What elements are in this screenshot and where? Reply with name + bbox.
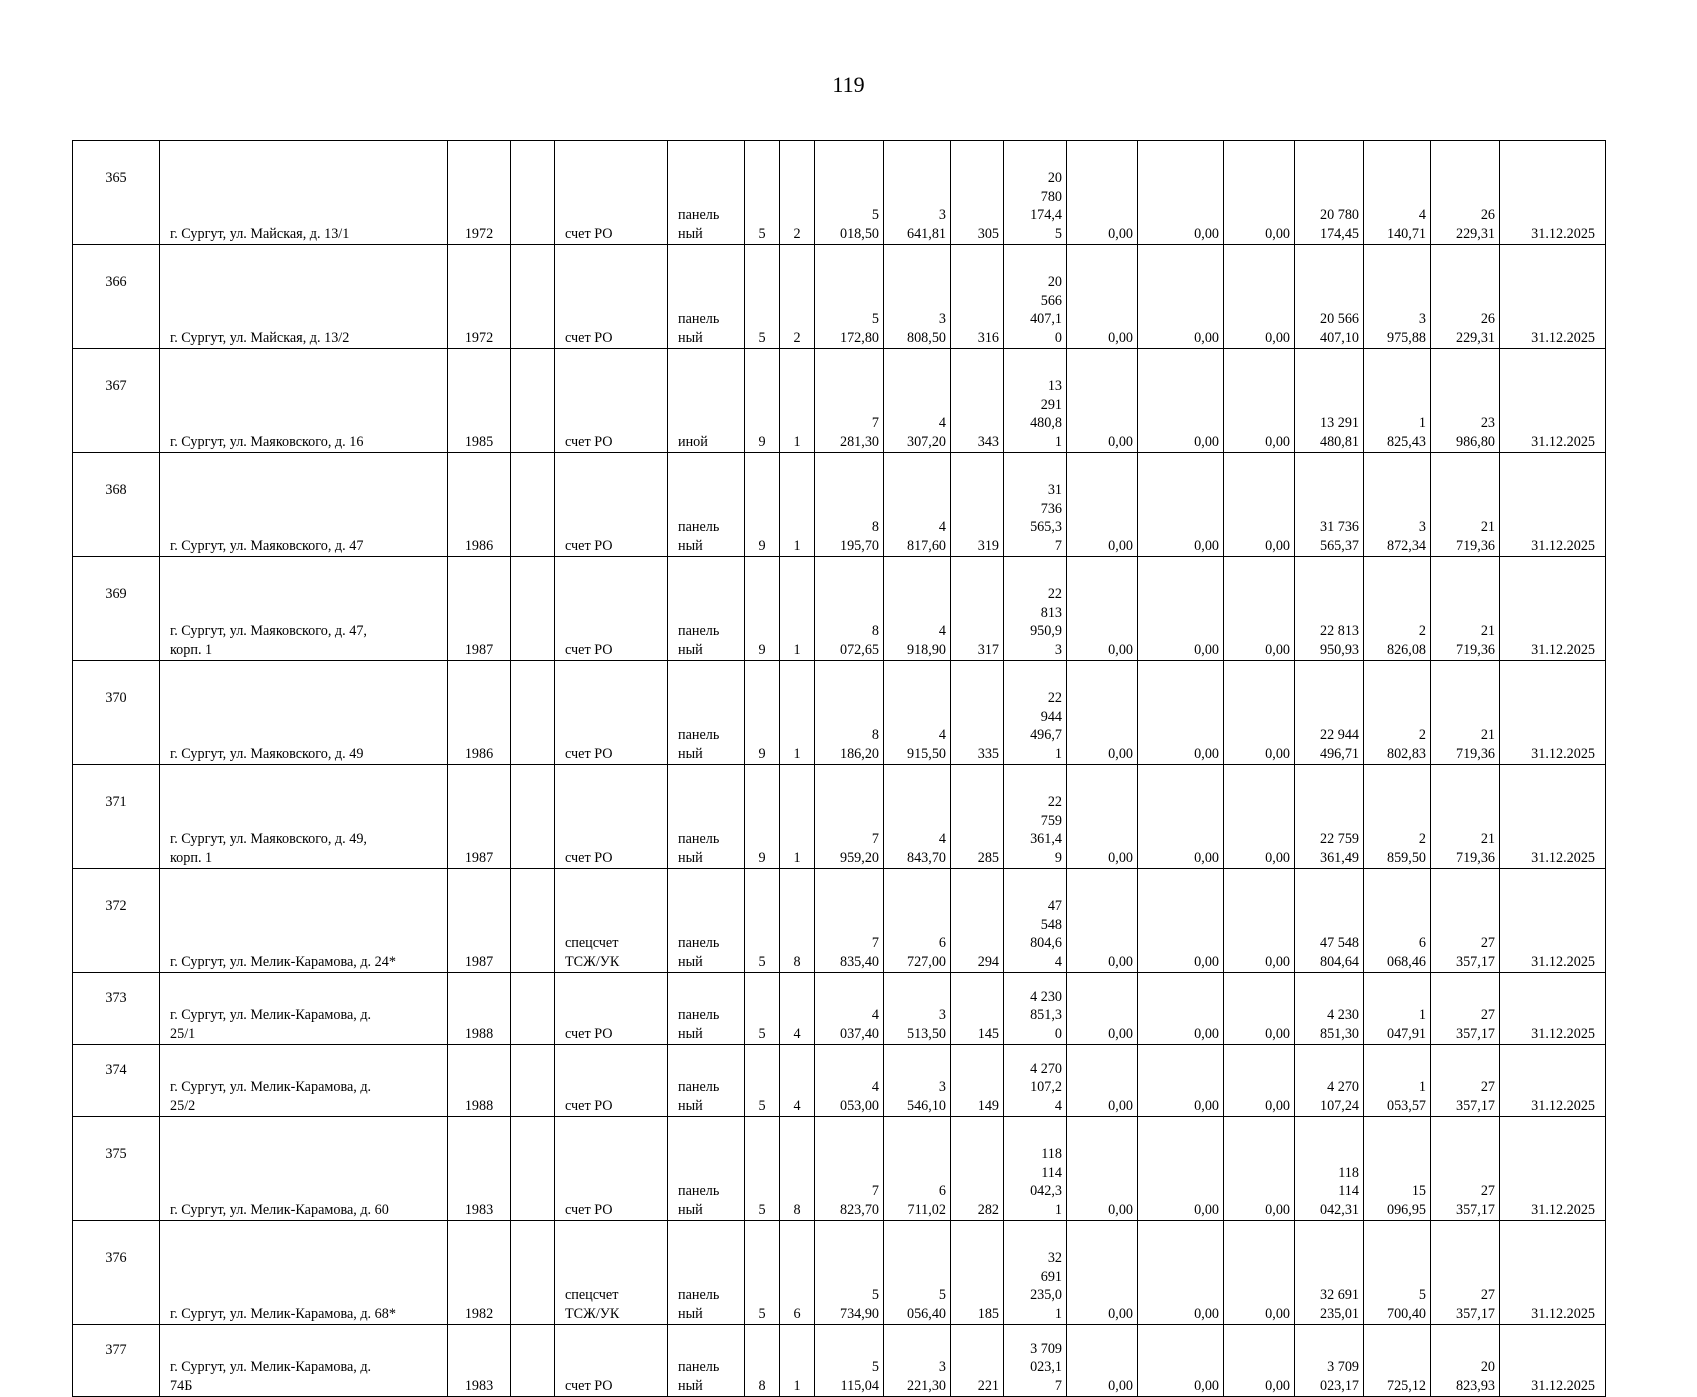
fund-cell-1: 0,00 bbox=[1067, 661, 1138, 765]
completion-date-cell: 31.12.2025 bbox=[1500, 557, 1606, 661]
fund-cell-2: 0,00 bbox=[1138, 141, 1224, 245]
floors-cell: 9 bbox=[745, 661, 780, 765]
empty-cell bbox=[511, 245, 555, 349]
address-cell: г. Сургут, ул. Майская, д. 13/1 bbox=[160, 141, 448, 245]
owners-cost-cell: 4 230 851,30 bbox=[1295, 973, 1364, 1045]
completion-date-cell: 31.12.2025 bbox=[1500, 1325, 1606, 1397]
limit-cost-cell: 21 719,36 bbox=[1431, 765, 1500, 869]
residents-cell: 343 bbox=[951, 349, 1004, 453]
total-cost-cell: 20 566 407,1 0 bbox=[1004, 245, 1067, 349]
wall-material-cell: панель ный bbox=[668, 141, 745, 245]
residents-cell: 285 bbox=[951, 765, 1004, 869]
table-row bbox=[73, 557, 1606, 661]
fund-cell-2: 0,00 bbox=[1138, 1221, 1224, 1325]
total-cost-cell: 22 759 361,4 9 bbox=[1004, 765, 1067, 869]
empty-cell bbox=[511, 1045, 555, 1117]
fund-cell-1: 0,00 bbox=[1067, 1325, 1138, 1397]
unit-cost-cell: 1 053,57 bbox=[1364, 1045, 1431, 1117]
floors-cell: 9 bbox=[745, 453, 780, 557]
wall-material-cell: панель ный bbox=[668, 869, 745, 973]
fund-cell-2: 0,00 bbox=[1138, 349, 1224, 453]
table-row bbox=[73, 1117, 1606, 1221]
account-type-cell: спецсчет ТСЖ/УК bbox=[555, 869, 668, 973]
completion-date-cell: 31.12.2025 bbox=[1500, 349, 1606, 453]
total-cost-cell: 3 709 023,1 7 bbox=[1004, 1325, 1067, 1397]
total-area-cell: 8 186,20 bbox=[815, 661, 884, 765]
wall-material-cell: панель ный bbox=[668, 1221, 745, 1325]
living-area-cell: 3 641,81 bbox=[884, 141, 951, 245]
table-row bbox=[73, 141, 1606, 245]
year-cell: 1987 bbox=[448, 765, 511, 869]
account-type-cell: счет РО bbox=[555, 1045, 668, 1117]
limit-cost-cell: 26 229,31 bbox=[1431, 245, 1500, 349]
address-cell: г. Сургут, ул. Мелик-Карамова, д. 74Б bbox=[160, 1325, 448, 1397]
residents-cell: 319 bbox=[951, 453, 1004, 557]
limit-cost-cell: 27 357,17 bbox=[1431, 1045, 1500, 1117]
owners-cost-cell: 3 709 023,17 bbox=[1295, 1325, 1364, 1397]
empty-cell bbox=[511, 1117, 555, 1221]
year-cell: 1988 bbox=[448, 1045, 511, 1117]
owners-cost-cell: 118 114 042,31 bbox=[1295, 1117, 1364, 1221]
table-row bbox=[73, 973, 1606, 1045]
residents-cell: 335 bbox=[951, 661, 1004, 765]
limit-cost-cell: 23 986,80 bbox=[1431, 349, 1500, 453]
living-area-cell: 3 221,30 bbox=[884, 1325, 951, 1397]
address-cell: г. Сургут, ул. Майская, д. 13/2 bbox=[160, 245, 448, 349]
fund-cell-3: 0,00 bbox=[1224, 973, 1295, 1045]
floors-cell: 9 bbox=[745, 557, 780, 661]
living-area-cell: 4 817,60 bbox=[884, 453, 951, 557]
address-cell: г. Сургут, ул. Маяковского, д. 47 bbox=[160, 453, 448, 557]
fund-cell-1: 0,00 bbox=[1067, 765, 1138, 869]
address-cell: г. Сургут, ул. Маяковского, д. 47, корп. 1 bbox=[160, 557, 448, 661]
completion-date-cell: 31.12.2025 bbox=[1500, 453, 1606, 557]
fund-cell-3: 0,00 bbox=[1224, 869, 1295, 973]
table-row bbox=[73, 869, 1606, 973]
living-area-cell: 5 056,40 bbox=[884, 1221, 951, 1325]
fund-cell-3: 0,00 bbox=[1224, 765, 1295, 869]
living-area-cell: 3 513,50 bbox=[884, 973, 951, 1045]
limit-cost-cell: 20 823,93 bbox=[1431, 1325, 1500, 1397]
owners-cost-cell: 22 944 496,71 bbox=[1295, 661, 1364, 765]
total-area-cell: 5 018,50 bbox=[815, 141, 884, 245]
completion-date-cell: 31.12.2025 bbox=[1500, 141, 1606, 245]
fund-cell-3: 0,00 bbox=[1224, 349, 1295, 453]
wall-material-cell: панель ный bbox=[668, 973, 745, 1045]
fund-cell-2: 0,00 bbox=[1138, 1117, 1224, 1221]
table-row bbox=[73, 661, 1606, 765]
total-cost-cell: 13 291 480,8 1 bbox=[1004, 349, 1067, 453]
year-cell: 1985 bbox=[448, 349, 511, 453]
unit-cost-cell: 1 825,43 bbox=[1364, 349, 1431, 453]
entrances-cell: 1 bbox=[780, 349, 815, 453]
address-cell: г. Сургут, ул. Маяковского, д. 16 bbox=[160, 349, 448, 453]
completion-date-cell: 31.12.2025 bbox=[1500, 869, 1606, 973]
owners-cost-cell: 13 291 480,81 bbox=[1295, 349, 1364, 453]
empty-cell bbox=[511, 661, 555, 765]
unit-cost-cell: 15 096,95 bbox=[1364, 1117, 1431, 1221]
unit-cost-cell: 5 700,40 bbox=[1364, 1221, 1431, 1325]
residents-cell: 221 bbox=[951, 1325, 1004, 1397]
entrances-cell: 2 bbox=[780, 141, 815, 245]
wall-material-cell: панель ный bbox=[668, 1325, 745, 1397]
empty-cell bbox=[511, 973, 555, 1045]
address-cell: г. Сургут, ул. Маяковского, д. 49, корп. 1 bbox=[160, 765, 448, 869]
year-cell: 1972 bbox=[448, 245, 511, 349]
fund-cell-2: 0,00 bbox=[1138, 557, 1224, 661]
total-area-cell: 4 053,00 bbox=[815, 1045, 884, 1117]
account-type-cell: счет РО bbox=[555, 453, 668, 557]
limit-cost-cell: 27 357,17 bbox=[1431, 973, 1500, 1045]
completion-date-cell: 31.12.2025 bbox=[1500, 1221, 1606, 1325]
fund-cell-1: 0,00 bbox=[1067, 453, 1138, 557]
total-cost-cell: 22 813 950,9 3 bbox=[1004, 557, 1067, 661]
total-cost-cell: 118 114 042,3 1 bbox=[1004, 1117, 1067, 1221]
fund-cell-1: 0,00 bbox=[1067, 141, 1138, 245]
entrances-cell: 6 bbox=[780, 1221, 815, 1325]
floors-cell: 8 bbox=[745, 1325, 780, 1397]
fund-cell-2: 0,00 bbox=[1138, 869, 1224, 973]
total-area-cell: 5 734,90 bbox=[815, 1221, 884, 1325]
total-cost-cell: 47 548 804,6 4 bbox=[1004, 869, 1067, 973]
wall-material-cell: панель ный bbox=[668, 453, 745, 557]
completion-date-cell: 31.12.2025 bbox=[1500, 245, 1606, 349]
limit-cost-cell: 21 719,36 bbox=[1431, 557, 1500, 661]
account-type-cell: счет РО bbox=[555, 1117, 668, 1221]
account-type-cell: счет РО bbox=[555, 557, 668, 661]
empty-cell bbox=[511, 1221, 555, 1325]
completion-date-cell: 31.12.2025 bbox=[1500, 661, 1606, 765]
fund-cell-3: 0,00 bbox=[1224, 453, 1295, 557]
year-cell: 1972 bbox=[448, 141, 511, 245]
unit-cost-cell: 4 140,71 bbox=[1364, 141, 1431, 245]
fund-cell-1: 0,00 bbox=[1067, 973, 1138, 1045]
total-area-cell: 7 835,40 bbox=[815, 869, 884, 973]
limit-cost-cell: 27 357,17 bbox=[1431, 1221, 1500, 1325]
floors-cell: 5 bbox=[745, 1221, 780, 1325]
entrances-cell: 1 bbox=[780, 453, 815, 557]
fund-cell-1: 0,00 bbox=[1067, 1221, 1138, 1325]
total-cost-cell: 22 944 496,7 1 bbox=[1004, 661, 1067, 765]
year-cell: 1982 bbox=[448, 1221, 511, 1325]
floors-cell: 9 bbox=[745, 765, 780, 869]
address-cell: г. Сургут, ул. Маяковского, д. 49 bbox=[160, 661, 448, 765]
account-type-cell: счет РО bbox=[555, 141, 668, 245]
entrances-cell: 2 bbox=[780, 245, 815, 349]
residents-cell: 149 bbox=[951, 1045, 1004, 1117]
table-row bbox=[73, 453, 1606, 557]
living-area-cell: 6 727,00 bbox=[884, 869, 951, 973]
housing-table bbox=[72, 140, 1606, 1397]
owners-cost-cell: 31 736 565,37 bbox=[1295, 453, 1364, 557]
row-number: 373 bbox=[73, 973, 160, 1045]
total-area-cell: 7 959,20 bbox=[815, 765, 884, 869]
fund-cell-3: 0,00 bbox=[1224, 1325, 1295, 1397]
limit-cost-cell: 21 719,36 bbox=[1431, 453, 1500, 557]
floors-cell: 5 bbox=[745, 869, 780, 973]
total-cost-cell: 20 780 174,4 5 bbox=[1004, 141, 1067, 245]
living-area-cell: 4 307,20 bbox=[884, 349, 951, 453]
account-type-cell: счет РО bbox=[555, 661, 668, 765]
unit-cost-cell: 2 802,83 bbox=[1364, 661, 1431, 765]
year-cell: 1988 bbox=[448, 973, 511, 1045]
unit-cost-cell: 2 859,50 bbox=[1364, 765, 1431, 869]
owners-cost-cell: 22 813 950,93 bbox=[1295, 557, 1364, 661]
floors-cell: 5 bbox=[745, 1117, 780, 1221]
empty-cell bbox=[511, 869, 555, 973]
wall-material-cell: панель ный bbox=[668, 1117, 745, 1221]
entrances-cell: 8 bbox=[780, 869, 815, 973]
row-number: 369 bbox=[73, 557, 160, 661]
year-cell: 1987 bbox=[448, 869, 511, 973]
limit-cost-cell: 27 357,17 bbox=[1431, 1117, 1500, 1221]
living-area-cell: 4 918,90 bbox=[884, 557, 951, 661]
account-type-cell: счет РО bbox=[555, 973, 668, 1045]
owners-cost-cell: 22 759 361,49 bbox=[1295, 765, 1364, 869]
fund-cell-1: 0,00 bbox=[1067, 557, 1138, 661]
row-number: 372 bbox=[73, 869, 160, 973]
table-row bbox=[73, 765, 1606, 869]
total-cost-cell: 31 736 565,3 7 bbox=[1004, 453, 1067, 557]
fund-cell-1: 0,00 bbox=[1067, 1045, 1138, 1117]
wall-material-cell: панель ный bbox=[668, 557, 745, 661]
floors-cell: 5 bbox=[745, 1045, 780, 1117]
row-number: 371 bbox=[73, 765, 160, 869]
residents-cell: 294 bbox=[951, 869, 1004, 973]
row-number: 376 bbox=[73, 1221, 160, 1325]
table-row bbox=[73, 349, 1606, 453]
limit-cost-cell: 27 357,17 bbox=[1431, 869, 1500, 973]
year-cell: 1983 bbox=[448, 1117, 511, 1221]
wall-material-cell: панель ный bbox=[668, 1045, 745, 1117]
account-type-cell: спецсчет ТСЖ/УК bbox=[555, 1221, 668, 1325]
residents-cell: 317 bbox=[951, 557, 1004, 661]
empty-cell bbox=[511, 765, 555, 869]
table-row bbox=[73, 1221, 1606, 1325]
empty-cell bbox=[511, 349, 555, 453]
fund-cell-2: 0,00 bbox=[1138, 453, 1224, 557]
year-cell: 1986 bbox=[448, 453, 511, 557]
floors-cell: 9 bbox=[745, 349, 780, 453]
wall-material-cell: панель ный bbox=[668, 661, 745, 765]
table-row bbox=[73, 245, 1606, 349]
entrances-cell: 1 bbox=[780, 1325, 815, 1397]
living-area-cell: 6 711,02 bbox=[884, 1117, 951, 1221]
address-cell: г. Сургут, ул. Мелик-Карамова, д. 68* bbox=[160, 1221, 448, 1325]
entrances-cell: 8 bbox=[780, 1117, 815, 1221]
row-number: 370 bbox=[73, 661, 160, 765]
unit-cost-cell: 3 975,88 bbox=[1364, 245, 1431, 349]
completion-date-cell: 31.12.2025 bbox=[1500, 1045, 1606, 1117]
entrances-cell: 4 bbox=[780, 973, 815, 1045]
floors-cell: 5 bbox=[745, 245, 780, 349]
owners-cost-cell: 4 270 107,24 bbox=[1295, 1045, 1364, 1117]
residents-cell: 185 bbox=[951, 1221, 1004, 1325]
page-number: 119 bbox=[832, 72, 865, 97]
unit-cost-cell: 6 068,46 bbox=[1364, 869, 1431, 973]
limit-cost-cell: 26 229,31 bbox=[1431, 141, 1500, 245]
owners-cost-cell: 20 566 407,10 bbox=[1295, 245, 1364, 349]
year-cell: 1987 bbox=[448, 557, 511, 661]
year-cell: 1986 bbox=[448, 661, 511, 765]
account-type-cell: счет РО bbox=[555, 245, 668, 349]
fund-cell-3: 0,00 bbox=[1224, 1045, 1295, 1117]
row-number: 375 bbox=[73, 1117, 160, 1221]
account-type-cell: счет РО bbox=[555, 1325, 668, 1397]
row-number: 367 bbox=[73, 349, 160, 453]
living-area-cell: 4 843,70 bbox=[884, 765, 951, 869]
residents-cell: 316 bbox=[951, 245, 1004, 349]
fund-cell-3: 0,00 bbox=[1224, 1221, 1295, 1325]
account-type-cell: счет РО bbox=[555, 765, 668, 869]
row-number: 365 bbox=[73, 141, 160, 245]
fund-cell-2: 0,00 bbox=[1138, 973, 1224, 1045]
row-number: 366 bbox=[73, 245, 160, 349]
total-area-cell: 8 072,65 bbox=[815, 557, 884, 661]
empty-cell bbox=[511, 1325, 555, 1397]
total-area-cell: 8 195,70 bbox=[815, 453, 884, 557]
row-number: 368 bbox=[73, 453, 160, 557]
empty-cell bbox=[511, 557, 555, 661]
unit-cost-cell: 725,12 bbox=[1364, 1325, 1431, 1397]
unit-cost-cell: 1 047,91 bbox=[1364, 973, 1431, 1045]
living-area-cell: 3 808,50 bbox=[884, 245, 951, 349]
completion-date-cell: 31.12.2025 bbox=[1500, 765, 1606, 869]
fund-cell-2: 0,00 bbox=[1138, 1325, 1224, 1397]
fund-cell-2: 0,00 bbox=[1138, 1045, 1224, 1117]
limit-cost-cell: 21 719,36 bbox=[1431, 661, 1500, 765]
owners-cost-cell: 47 548 804,64 bbox=[1295, 869, 1364, 973]
owners-cost-cell: 32 691 235,01 bbox=[1295, 1221, 1364, 1325]
fund-cell-1: 0,00 bbox=[1067, 349, 1138, 453]
fund-cell-2: 0,00 bbox=[1138, 765, 1224, 869]
unit-cost-cell: 2 826,08 bbox=[1364, 557, 1431, 661]
completion-date-cell: 31.12.2025 bbox=[1500, 973, 1606, 1045]
fund-cell-3: 0,00 bbox=[1224, 661, 1295, 765]
address-cell: г. Сургут, ул. Мелик-Карамова, д. 25/1 bbox=[160, 973, 448, 1045]
total-area-cell: 7 823,70 bbox=[815, 1117, 884, 1221]
total-area-cell: 7 281,30 bbox=[815, 349, 884, 453]
residents-cell: 282 bbox=[951, 1117, 1004, 1221]
year-cell: 1983 bbox=[448, 1325, 511, 1397]
fund-cell-1: 0,00 bbox=[1067, 1117, 1138, 1221]
total-cost-cell: 4 230 851,3 0 bbox=[1004, 973, 1067, 1045]
unit-cost-cell: 3 872,34 bbox=[1364, 453, 1431, 557]
fund-cell-1: 0,00 bbox=[1067, 245, 1138, 349]
residents-cell: 305 bbox=[951, 141, 1004, 245]
total-area-cell: 5 115,04 bbox=[815, 1325, 884, 1397]
fund-cell-3: 0,00 bbox=[1224, 557, 1295, 661]
wall-material-cell: панель ный bbox=[668, 245, 745, 349]
total-cost-cell: 4 270 107,2 4 bbox=[1004, 1045, 1067, 1117]
table-row bbox=[73, 1325, 1606, 1397]
fund-cell-3: 0,00 bbox=[1224, 245, 1295, 349]
entrances-cell: 4 bbox=[780, 1045, 815, 1117]
entrances-cell: 1 bbox=[780, 557, 815, 661]
floors-cell: 5 bbox=[745, 973, 780, 1045]
address-cell: г. Сургут, ул. Мелик-Карамова, д. 24* bbox=[160, 869, 448, 973]
entrances-cell: 1 bbox=[780, 765, 815, 869]
wall-material-cell: панель ный bbox=[668, 765, 745, 869]
empty-cell bbox=[511, 141, 555, 245]
row-number: 374 bbox=[73, 1045, 160, 1117]
fund-cell-2: 0,00 bbox=[1138, 661, 1224, 765]
total-cost-cell: 32 691 235,0 1 bbox=[1004, 1221, 1067, 1325]
fund-cell-3: 0,00 bbox=[1224, 141, 1295, 245]
total-area-cell: 5 172,80 bbox=[815, 245, 884, 349]
wall-material-cell: иной bbox=[668, 349, 745, 453]
residents-cell: 145 bbox=[951, 973, 1004, 1045]
entrances-cell: 1 bbox=[780, 661, 815, 765]
completion-date-cell: 31.12.2025 bbox=[1500, 1117, 1606, 1221]
owners-cost-cell: 20 780 174,45 bbox=[1295, 141, 1364, 245]
address-cell: г. Сургут, ул. Мелик-Карамова, д. 25/2 bbox=[160, 1045, 448, 1117]
empty-cell bbox=[511, 453, 555, 557]
floors-cell: 5 bbox=[745, 141, 780, 245]
account-type-cell: счет РО bbox=[555, 349, 668, 453]
fund-cell-2: 0,00 bbox=[1138, 245, 1224, 349]
living-area-cell: 4 915,50 bbox=[884, 661, 951, 765]
living-area-cell: 3 546,10 bbox=[884, 1045, 951, 1117]
address-cell: г. Сургут, ул. Мелик-Карамова, д. 60 bbox=[160, 1117, 448, 1221]
fund-cell-1: 0,00 bbox=[1067, 869, 1138, 973]
row-number: 377 bbox=[73, 1325, 160, 1397]
fund-cell-3: 0,00 bbox=[1224, 1117, 1295, 1221]
total-area-cell: 4 037,40 bbox=[815, 973, 884, 1045]
table-row bbox=[73, 1045, 1606, 1117]
